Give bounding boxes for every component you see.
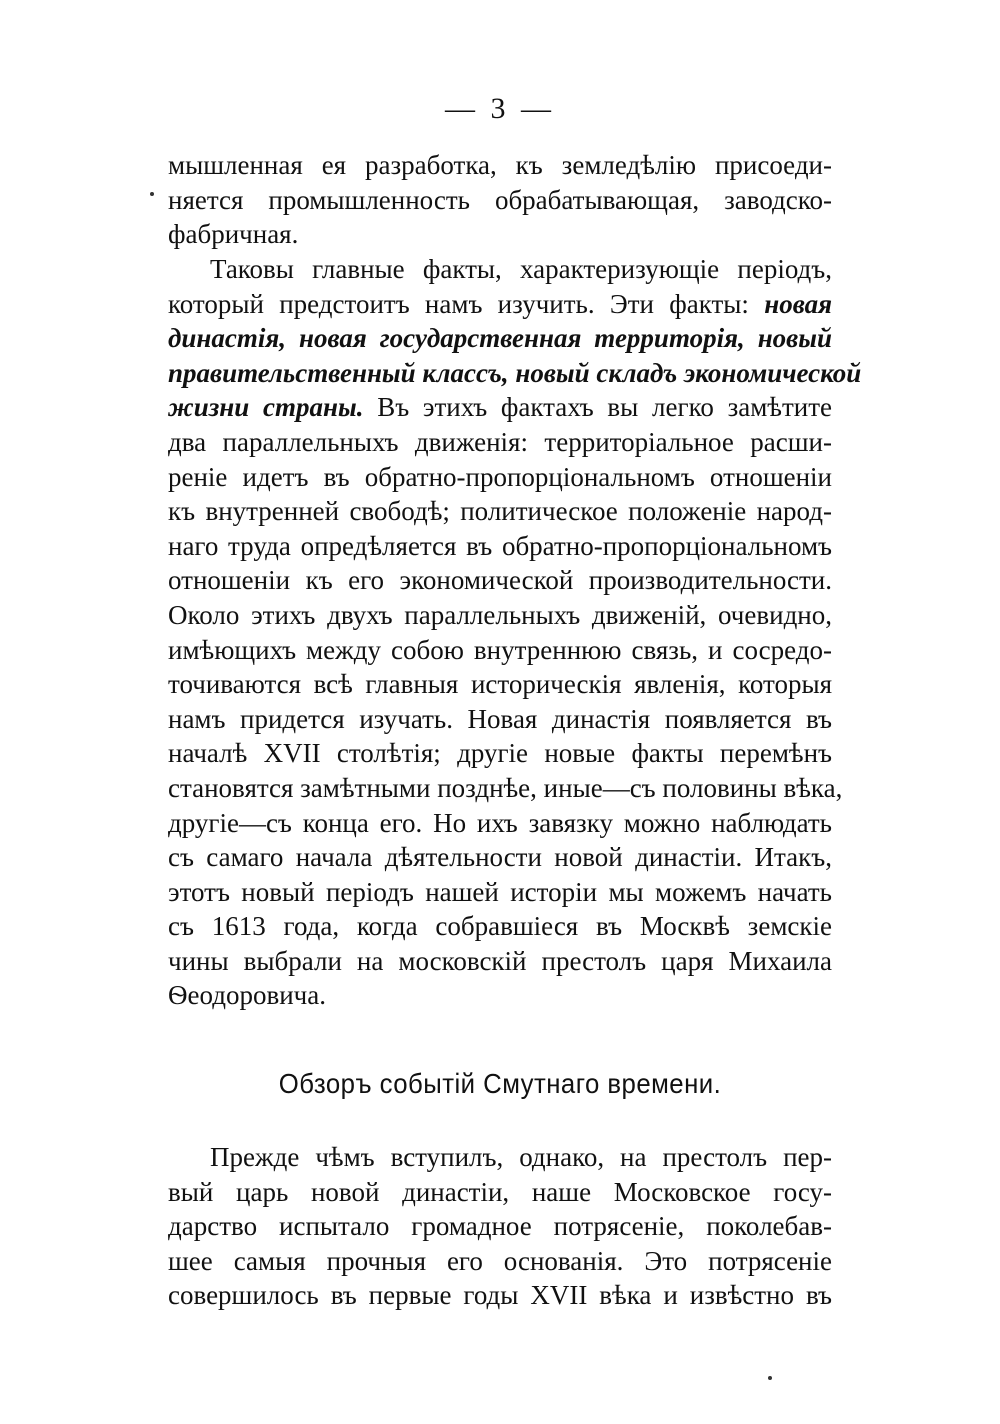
italic-run: династія, новая государственная территорія, новый bbox=[168, 323, 832, 354]
print-speck bbox=[768, 1376, 772, 1380]
text-line bbox=[168, 909, 832, 944]
text-run: съ 1613 года, когда собравшіеся въ Москвѣ земскіе bbox=[168, 911, 832, 942]
text-run: имѣющихъ между собою внутреннюю связь, и сосредо- bbox=[168, 634, 832, 665]
text-line bbox=[168, 978, 832, 1013]
text-line: няется промышленность обрабатывающая, заводско- bbox=[168, 184, 832, 215]
text-line bbox=[168, 356, 862, 391]
text-run: съ самаго начала дѣятельности новой династіи. Итакъ, bbox=[168, 842, 832, 873]
text-line bbox=[168, 736, 832, 771]
print-speck bbox=[150, 192, 154, 196]
text-line: шее самыя прочныя его основанія. Это потрясеніе bbox=[168, 1245, 832, 1276]
text-run: точиваются всѣ главныя историческія явленія, которыя bbox=[168, 669, 832, 700]
text-line: мышленная ея разработка, къ земледѣлію присоеди- bbox=[168, 150, 832, 180]
text-run: этотъ новый періодъ нашей исторіи мы можемъ начать bbox=[168, 876, 832, 907]
text-line bbox=[168, 806, 832, 841]
text-line: вый царь новой династіи, наше Московское госу- bbox=[168, 1176, 832, 1207]
text-line bbox=[168, 252, 832, 287]
text-run: Таковы главные факты, характеризующіе періодъ, bbox=[210, 254, 832, 284]
text-line: фабричная. bbox=[168, 219, 299, 250]
text-run: Около этихъ двухъ параллельныхъ движеній, очевидно, bbox=[168, 599, 832, 630]
text-run: становятся замѣтными позднѣе, иные—съ половины вѣка, bbox=[168, 772, 843, 803]
text-run: Въ этихъ фактахъ вы легко замѣтите bbox=[363, 392, 832, 423]
text-line bbox=[168, 494, 832, 529]
text-run: къ внутренней свободѣ; политическое положеніе народ- bbox=[168, 496, 832, 527]
section-paragraph bbox=[168, 1140, 832, 1313]
text-line bbox=[168, 840, 832, 875]
text-line bbox=[168, 944, 832, 979]
text-line bbox=[168, 667, 832, 702]
italic-run: новая bbox=[764, 288, 832, 319]
text-line: дарство испытало громадное потрясеніе, поколебав- bbox=[168, 1211, 832, 1242]
text-line: Прежде чѣмъ вступилъ, однако, на престолъ пер- bbox=[210, 1142, 832, 1172]
text-line bbox=[168, 598, 832, 633]
text-line bbox=[168, 529, 832, 564]
text-line bbox=[168, 287, 832, 322]
text-line: совершилось въ первые годы XVII вѣка и извѣстно въ bbox=[168, 1280, 832, 1311]
text-line bbox=[168, 390, 832, 425]
text-run: другіе—съ конца его. Но ихъ завязку можно наблюдать bbox=[168, 807, 832, 838]
main-paragraph bbox=[168, 252, 862, 1013]
italic-run: правительственный классъ, новый складъ экономической bbox=[168, 357, 862, 388]
text-run: Ѳеодоровича. bbox=[168, 980, 326, 1011]
page-number: — 3 — bbox=[445, 92, 555, 125]
text-run: который предстоитъ намъ изучить. Эти факты: bbox=[168, 288, 765, 319]
continuation-paragraph bbox=[168, 148, 832, 252]
italic-run: жизни страны. bbox=[168, 392, 364, 423]
text-run: намъ придется изучать. Новая династія появляется въ bbox=[168, 703, 832, 734]
text-run: наго труда опредѣляется въ обратно-пропорціональномъ bbox=[168, 530, 832, 561]
text-line bbox=[168, 771, 843, 806]
text-run: отношеніи къ его экономической производительности. bbox=[168, 565, 832, 596]
text-run: два параллельныхъ движенія: территоріальное расши- bbox=[168, 426, 832, 457]
text-line bbox=[168, 460, 832, 495]
section-heading: Обзоръ событій Смутнаго времени. bbox=[278, 1068, 722, 1099]
text-run: реніе идетъ въ обратно-пропорціональномъ отношеніи bbox=[168, 461, 832, 492]
text-run: чины выбрали на московскій престолъ царя Михаила bbox=[168, 945, 832, 976]
text-line bbox=[168, 321, 832, 356]
text-line bbox=[168, 425, 832, 460]
text-line bbox=[168, 563, 832, 598]
text-line bbox=[168, 875, 832, 910]
text-line bbox=[168, 702, 832, 737]
text-line bbox=[168, 633, 832, 668]
text-run: началѣ XVII столѣтія; другіе новые факты перемѣнъ bbox=[168, 738, 832, 769]
